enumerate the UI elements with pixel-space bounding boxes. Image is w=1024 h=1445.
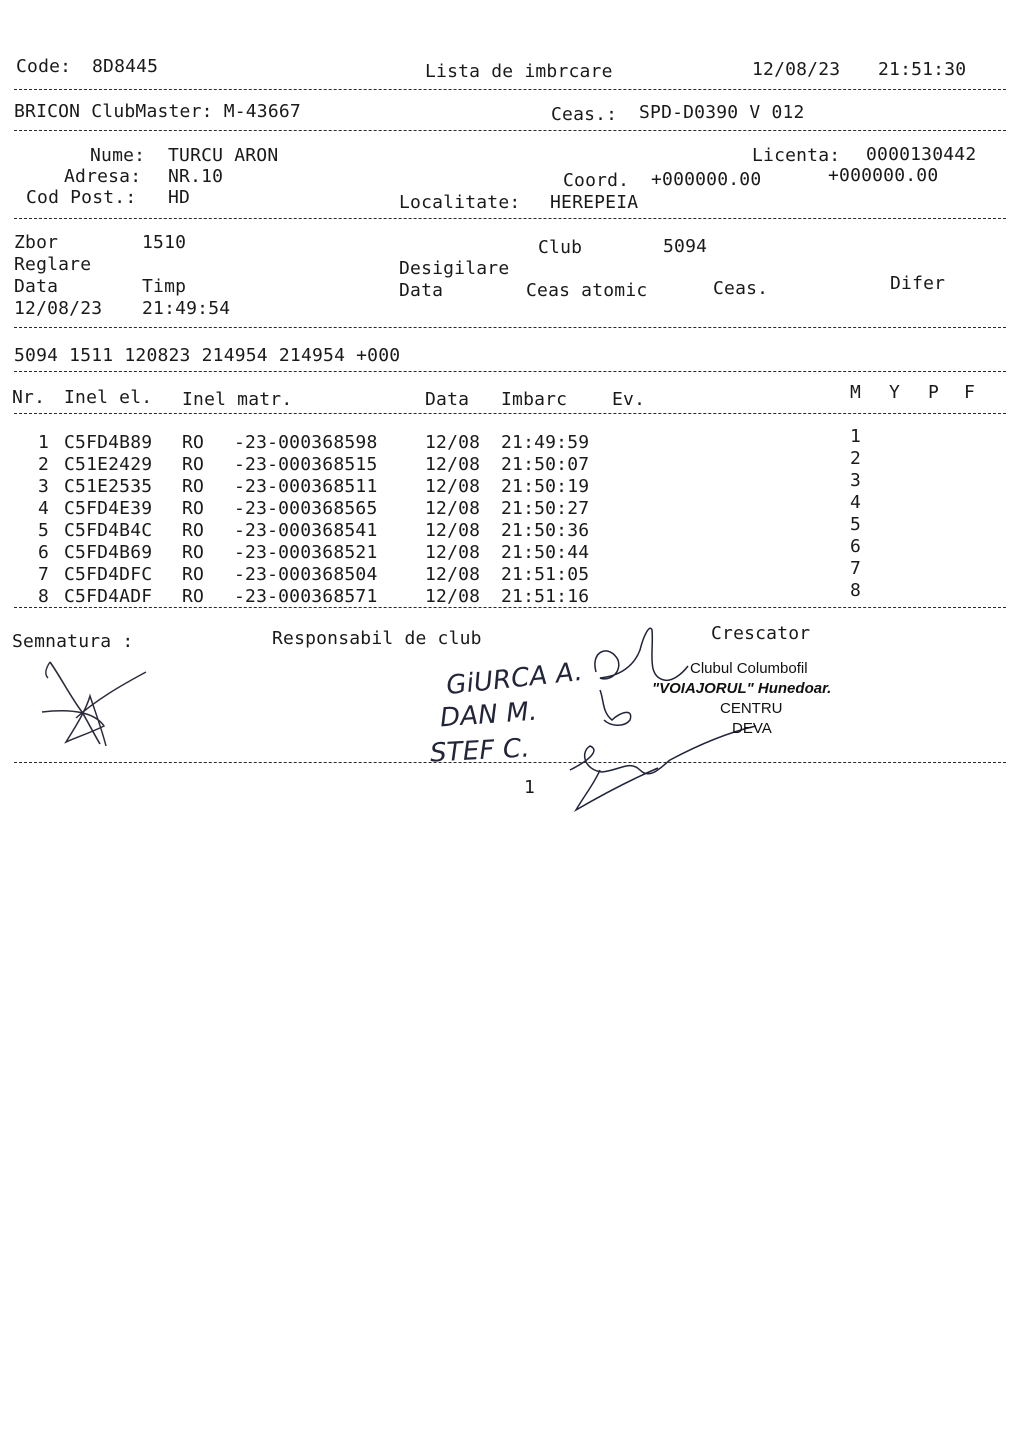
row-nr: 4 [38,498,50,519]
code-line: 5094 1511 120823 214954 214954 +000 [14,345,401,366]
reglare-data-label: Data [14,276,59,297]
row-nr: 2 [38,454,50,475]
row-inel-el: C5FD4B89 [64,432,153,453]
row-date: 12/08 [425,564,481,585]
row-time: 21:50:07 [501,454,590,475]
table-row [0,514,1024,542]
row-inel-el: C5FD4B69 [64,542,153,563]
zbor-value: 1510 [142,232,187,253]
name-label: Nume: [90,145,146,166]
row-inel-matr: -23-000368598 [234,432,378,453]
responsabil-label: Responsabil de club [272,628,482,649]
row-inel-el: C5FD4DFC [64,564,153,585]
row-time: 21:50:44 [501,542,590,563]
row-time: 21:51:05 [501,564,590,585]
row-nr: 5 [38,520,50,541]
separator [14,130,1006,131]
table-row [0,470,1024,498]
ceas-atomic-label: Ceas atomic [526,280,648,301]
crescator-label: Crescator [711,623,811,644]
col-imbarc: Imbarc [501,389,568,410]
locality-label: Localitate: [399,192,521,213]
row-time: 21:51:16 [501,586,590,607]
row-country: RO [182,498,205,519]
row-inel-el: C5FD4ADF [64,586,153,607]
reglare-time: 21:49:54 [142,298,231,319]
table-row [0,580,1024,608]
code-value: 8D8445 [92,56,159,77]
row-inel-matr: -23-000368515 [234,454,378,475]
row-date: 12/08 [425,586,481,607]
table-row [0,448,1024,476]
col-m: M [850,382,862,403]
reglare-timp-label: Timp [142,276,187,297]
row-m: 8 [850,580,862,601]
club-value: 5094 [663,236,708,257]
row-inel-matr: -23-000368521 [234,542,378,563]
row-m: 7 [850,558,862,579]
reglare-label: Reglare [14,254,92,275]
header-date: 12/08/23 [752,59,841,80]
table-row [0,426,1024,454]
semnatura-label: Semnatura : [12,631,134,652]
postcode-value: HD [168,187,191,208]
col-inel-el: Inel el. [64,387,153,408]
clock-label: Ceas.: [551,104,618,125]
row-inel-matr: -23-000368511 [234,476,378,497]
row-date: 12/08 [425,476,481,497]
header-time: 21:51:30 [878,59,967,80]
row-country: RO [182,564,205,585]
col-y: Y [889,382,901,403]
separator [14,607,1006,608]
address-value: NR.10 [168,166,224,187]
row-inel-matr: -23-000368504 [234,564,378,585]
row-nr: 1 [38,432,50,453]
handwritten-name: GiURCA A. [444,656,585,702]
row-inel-el: C5FD4E39 [64,498,153,519]
table-row [0,558,1024,586]
row-inel-el: C51E2535 [64,476,153,497]
zbor-label: Zbor [14,232,59,253]
row-m: 6 [850,536,862,557]
reglare-date: 12/08/23 [14,298,103,319]
stamp-line: DEVA [732,720,772,737]
stamp-line: Clubul Columbofil [690,660,808,677]
row-date: 12/08 [425,432,481,453]
desigilare-data-label: Data [399,280,444,301]
coord-y: +000000.00 [828,165,939,186]
table-row [0,492,1024,520]
row-m: 5 [850,514,862,535]
col-inel-matr: Inel matr. [182,389,293,410]
coord-x: +000000.00 [651,169,762,190]
committee-signatures [560,620,760,820]
handwritten-name: STEF C. [429,733,531,769]
stamp-line: CENTRU [720,700,783,717]
postcode-label: Cod Post.: [26,187,137,208]
row-inel-matr: -23-000368571 [234,586,378,607]
handwritten-name: DAN M. [439,696,539,734]
row-m: 2 [850,448,862,469]
stamp-line: "VOIAJORUL" Hunedoar. [652,680,832,697]
col-p: P [928,382,940,403]
row-country: RO [182,454,205,475]
row-inel-el: C5FD4B4C [64,520,153,541]
separator [14,371,1006,372]
owner-signature [36,656,156,756]
row-inel-matr: -23-000368541 [234,520,378,541]
row-nr: 7 [38,564,50,585]
col-f: F [964,382,976,403]
code-label: Code: [16,56,72,77]
row-country: RO [182,520,205,541]
club-label: Club [538,237,583,258]
page-number: 1 [524,777,536,798]
license-value: 0000130442 [866,144,977,165]
name-value: TURCU ARON [168,145,279,166]
separator [14,762,1006,763]
license-label: Licenta: [752,145,841,166]
row-m: 3 [850,470,862,491]
separator [14,218,1006,219]
row-nr: 3 [38,476,50,497]
row-country: RO [182,476,205,497]
row-inel-el: C51E2429 [64,454,153,475]
row-date: 12/08 [425,542,481,563]
col-ev: Ev. [612,389,646,410]
table-row [0,536,1024,564]
row-time: 21:50:36 [501,520,590,541]
row-date: 12/08 [425,454,481,475]
row-m: 1 [850,426,862,447]
separator [14,89,1006,90]
row-inel-matr: -23-000368565 [234,498,378,519]
document-title: Lista de imbrcare [425,61,613,82]
address-label: Adresa: [64,166,142,187]
row-nr: 6 [38,542,50,563]
row-nr: 8 [38,586,50,607]
separator [14,413,1006,414]
row-time: 21:50:27 [501,498,590,519]
col-data: Data [425,389,470,410]
row-time: 21:50:19 [501,476,590,497]
desigilare-label: Desigilare [399,258,510,279]
ceas-label: Ceas. [713,278,769,299]
system-brand: BRICON ClubMaster: M-43667 [14,101,301,122]
row-country: RO [182,586,205,607]
separator [14,327,1006,328]
row-date: 12/08 [425,498,481,519]
row-country: RO [182,432,205,453]
locality-value: HEREPEIA [550,192,639,213]
coord-label: Coord. [563,170,630,191]
clock-value: SPD-D0390 V 012 [639,102,805,123]
col-nr: Nr. [12,387,46,408]
row-m: 4 [850,492,862,513]
row-country: RO [182,542,205,563]
difer-label: Difer [890,273,946,294]
row-date: 12/08 [425,520,481,541]
row-time: 21:49:59 [501,432,590,453]
